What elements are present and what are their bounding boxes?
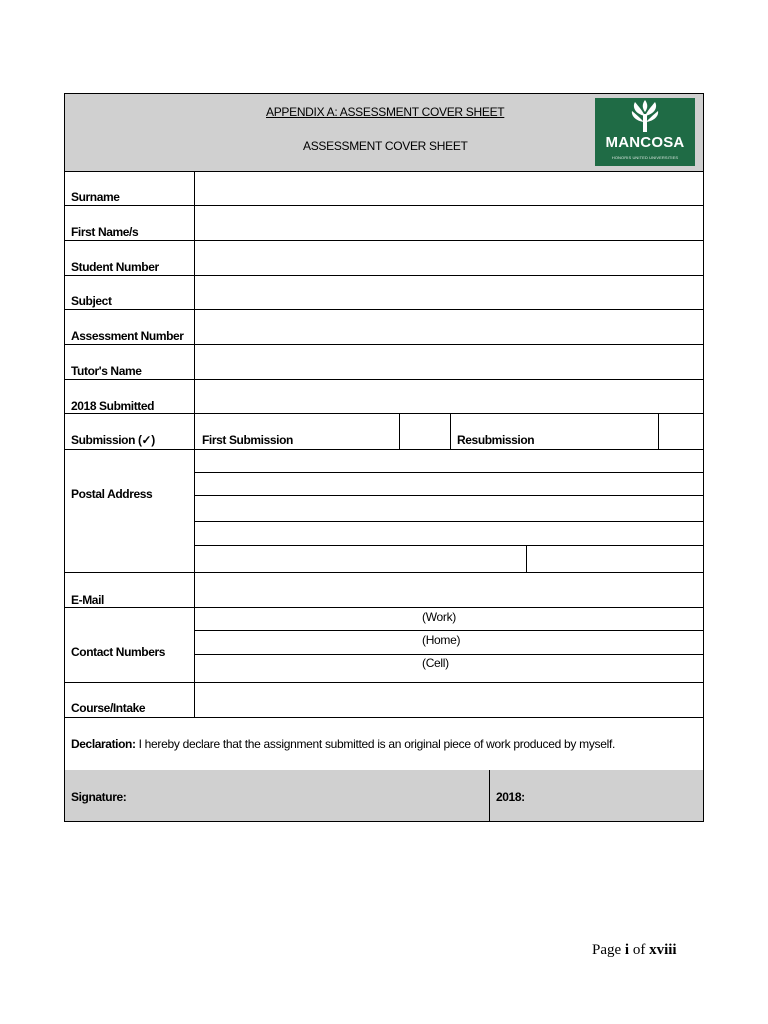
date-field[interactable]	[490, 771, 703, 821]
tutors-name-field[interactable]	[195, 345, 703, 379]
divider	[65, 413, 703, 414]
postal-address-line-4[interactable]	[195, 522, 703, 545]
tree-icon	[595, 98, 695, 138]
submitted-label: 2018 Submitted	[71, 399, 155, 413]
resubmission-checkbox[interactable]	[659, 414, 703, 449]
home-number-field[interactable]	[195, 631, 703, 654]
first-names-field[interactable]	[195, 206, 703, 240]
postal-address-line-3[interactable]	[195, 496, 703, 521]
course-intake-label: Course/Intake	[71, 701, 146, 715]
assessment-number-field[interactable]	[195, 310, 703, 344]
page-current: i	[624, 942, 630, 958]
declaration	[71, 737, 691, 751]
assessment-number-label: Assessment Number	[71, 329, 184, 343]
student-number-field[interactable]	[195, 241, 703, 275]
cell-label: (Cell)	[422, 656, 449, 670]
subject-field[interactable]	[195, 276, 703, 309]
divider	[65, 717, 703, 718]
year-label: 2018:	[496, 790, 525, 804]
course-intake-field[interactable]	[195, 683, 703, 717]
work-label: (Work)	[422, 610, 456, 624]
surname-label: Surname	[71, 190, 120, 204]
logo-text: MANCOSA	[605, 134, 685, 151]
work-number-field[interactable]	[195, 608, 703, 630]
first-submission-checkbox[interactable]	[400, 414, 450, 449]
postal-address-line-2[interactable]	[195, 473, 703, 495]
page-total: xviii	[649, 942, 677, 958]
signature-field[interactable]	[65, 771, 489, 821]
appendix-title: APPENDIX A: ASSESSMENT COVER SHEET	[266, 105, 505, 119]
postal-code-field[interactable]	[527, 546, 703, 572]
email-label: E-Mail	[71, 593, 104, 607]
declaration-text: I hereby declare that the assignment submitted is an original piece of work produced by myself.	[138, 737, 616, 751]
first-names-label: First Name/s	[71, 225, 139, 239]
email-field[interactable]	[195, 573, 703, 607]
page-number	[592, 942, 677, 959]
home-label: (Home)	[422, 633, 461, 647]
signature-label: Signature:	[71, 790, 127, 804]
surname-field[interactable]	[195, 172, 703, 205]
cell-number-field[interactable]	[195, 655, 703, 682]
first-submission-label: First Submission	[202, 433, 293, 447]
postal-address-city-field[interactable]	[195, 546, 526, 572]
postal-address-label: Postal Address	[71, 487, 153, 501]
tutors-name-label: Tutor's Name	[71, 364, 142, 378]
logo-tagline: HONORIS UNITED UNIVERSITIES	[611, 155, 679, 160]
contact-numbers-label: Contact Numbers	[71, 645, 166, 659]
postal-address-line-1[interactable]	[195, 450, 703, 472]
subject-label: Subject	[71, 294, 112, 308]
page-prefix: Page	[592, 942, 622, 958]
sheet-title: ASSESSMENT COVER SHEET	[303, 139, 468, 153]
resubmission-label: Resubmission	[457, 433, 535, 447]
divider	[450, 413, 451, 449]
assessment-cover-sheet	[64, 93, 704, 822]
mancosa-logo	[595, 98, 695, 166]
student-number-label: Student Number	[71, 260, 159, 274]
page-of: of	[632, 942, 646, 958]
submitted-field[interactable]	[195, 380, 703, 413]
declaration-label: Declaration:	[71, 737, 136, 751]
submission-label: Submission (✓)	[71, 433, 155, 447]
